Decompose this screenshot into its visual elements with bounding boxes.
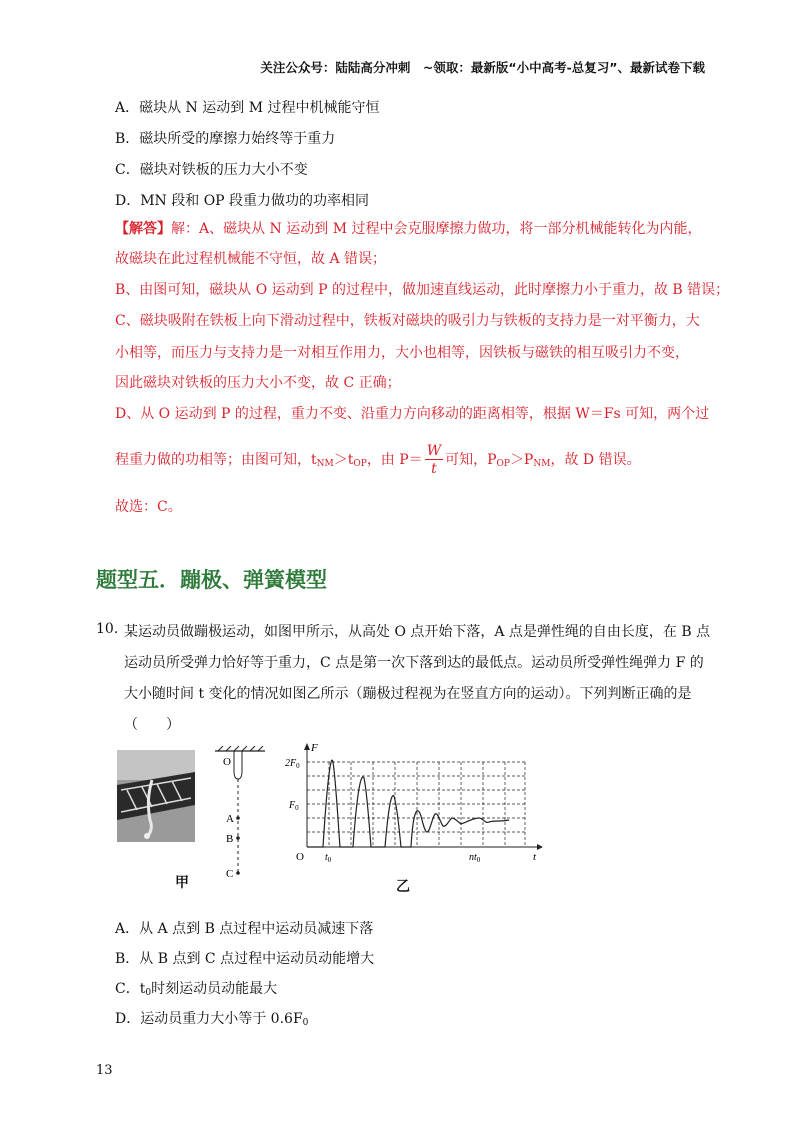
answer-final: 故选：C。 [115,499,182,515]
section-title: 题型五．蹦极、弹簧模型 [96,568,327,592]
question-line-4: （ ） [124,717,180,733]
origin-label: O [296,851,304,863]
page-number: 13 [96,1063,113,1078]
label-a: A [226,813,234,825]
option-d-prev: D．MN 段和 OP 段重力做功的功率相同 [115,193,370,209]
page-header: 关注公众号：陆陆高分冲刺 ~领取：最新版“小中高考-总复习”、最新试卷下载 [260,60,705,75]
answer-line-4: C、磁块吸附在铁板上向下滑动过程中，铁板对磁块的吸引力与铁板的支持力是一对平衡力，大 [115,313,700,329]
option-d: D．运动员重力大小等于 $0.6F_0$ [115,1011,309,1028]
force-curve [307,760,509,847]
answer-line-8: 程重力做的功相等；由图可知，$t_{NM}>t_{OP}$，由 P＝ $\frac{W}{t}$ 可知，$P_{OP}>P_{NM}$，故 D 错误。 [115,443,641,477]
question-line-2: 运动员所受弹力恰好等于重力，C 点是第一次下落到达的最低点。运动员所受弹性绳弹力 F 的 [124,655,704,671]
axis-f-label: F [311,742,318,754]
force-time-graph [285,742,545,867]
figure-jia-label: 甲 [175,875,189,891]
point-b [236,836,240,840]
axis-t-label: t [533,851,537,863]
point-a [236,816,240,820]
option-c-prev: C．磁块对铁板的压力大小不变 [115,162,308,178]
bungee-photo [117,750,195,842]
label-c: C [226,868,234,880]
figure-yi-label: 乙 [396,879,410,895]
label-b: B [226,833,234,845]
answer-line-2: 故磁块在此过程机械能不守恒，故 A 错误； [115,251,387,267]
question-line-3: 大小随时间 t 变化的情况如图乙所示（蹦极过程视为在竖直方向的运动）。下列判断正确的是 [124,686,692,702]
tick-nt0: $nt_0$ [469,852,481,864]
question-line-1: 某运动员做蹦极运动，如图甲所示，从高处 O 点开始下落，A 点是弹性绳的自由长度，在 B 点 [124,624,711,640]
power-fraction: $\frac{W}{t}$ [426,443,442,477]
answer-tag: 【解答】 [115,221,171,237]
option-b-prev: B．磁块所受的摩擦力始终等于重力 [115,131,336,147]
option-a: A．从 A 点到 B 点过程中运动员减速下落 [115,921,374,937]
point-c [236,871,240,875]
bungee-diagram [210,745,270,880]
label-o: O [223,756,231,768]
answer-line-7: D、从 O 运动到 P 的过程，重力不变、沿重力方向移动的距离相等，根据 W＝Fs 可知，两个过 [115,406,710,422]
option-a-prev: A．磁块从 N 运动到 M 过程中机械能守恒 [115,100,380,116]
answer-line-3: B、由图可知，磁块从 O 运动到 P 的过程中，做加速直线运动，此时摩擦力小于重力，故 B 错误； [115,282,730,298]
answer-line-1: 【解答】解：A、磁块从 N 运动到 M 过程中会克服摩擦力做功，将一部分机械能转化为内能， [115,221,702,237]
tick-f0: $F_0$ [289,800,299,812]
question-number: 10. [96,621,119,637]
option-b: B．从 B 点到 C 点过程中运动员动能增大 [115,951,375,967]
answer-line-6: 因此磁块对铁板的压力大小不变，故 C 正确； [115,375,401,391]
graph-grid [307,762,525,847]
tick-2f0: $2F_0$ [285,758,300,770]
option-c: C．$t_0$时刻运动员动能最大 [115,981,278,998]
answer-line-5: 小相等，而压力与支持力是一对相互作用力，大小也相等，因铁板与磁铁的相互吸引力不变， [115,345,689,361]
tick-t0: $t_0$ [325,852,332,864]
